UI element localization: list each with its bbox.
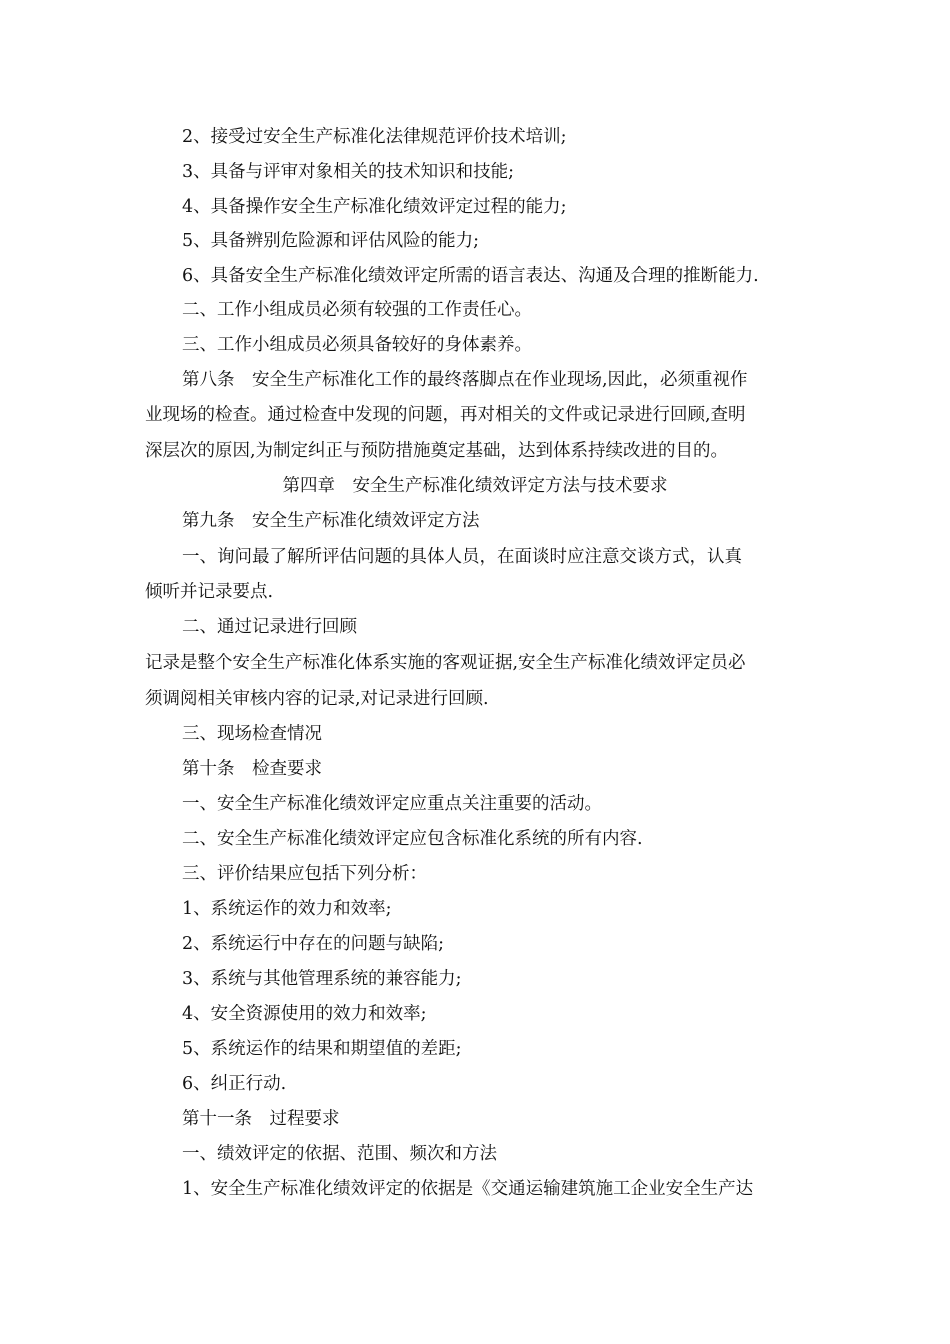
text-line: 业现场的检查。通过检查中发现的问题，再对相关的文件或记录进行回顾,查明 [145, 405, 746, 425]
text-line: 2、系统运行中存在的问题与缺陷; [182, 934, 445, 954]
text-line: 记录是整个安全生产标准化体系实施的客观证据,安全生产标准化绩效评定员必 [145, 653, 746, 673]
text-line: 6、具备安全生产标准化绩效评定所需的语言表达、沟通及合理的推断能力. [182, 266, 759, 286]
text-line: 须调阅相关审核内容的记录,对记录进行回顾. [145, 689, 489, 709]
text-line: 一、绩效评定的依据、范围、频次和方法 [182, 1144, 497, 1164]
text-line: 倾听并记录要点. [145, 582, 274, 602]
text-line: 4、具备操作安全生产标准化绩效评定过程的能力; [182, 197, 567, 217]
chapter-heading: 第四章 安全生产标准化绩效评定方法与技术要求 [282, 476, 668, 496]
text-line: 三、工作小组成员必须具备较好的身体素养。 [182, 335, 532, 355]
text-line: 1、安全生产标准化绩效评定的依据是《交通运输建筑施工企业安全生产达 [182, 1179, 754, 1199]
text-line: 4、安全资源使用的效力和效率; [182, 1004, 427, 1024]
article-heading: 第十一条 过程要求 [182, 1109, 340, 1129]
text-line: 二、工作小组成员必须有较强的工作责任心。 [182, 300, 532, 320]
text-line: 三、现场检查情况 [182, 724, 322, 744]
text-line: 二、安全生产标准化绩效评定应包含标准化系统的所有内容. [182, 829, 643, 849]
article-heading: 第九条 安全生产标准化绩效评定方法 [182, 511, 480, 531]
text-line: 1、系统运作的效力和效率; [182, 899, 392, 919]
text-line: 5、系统运作的结果和期望值的差距; [182, 1039, 462, 1059]
text-line: 一、询问最了解所评估问题的具体人员，在面谈时应注意交谈方式，认真 [182, 547, 742, 567]
article-heading: 第八条 安全生产标准化工作的最终落脚点在作业现场,因此，必须重视作 [182, 370, 748, 390]
text-line: 5、具备辨别危险源和评估风险的能力; [182, 231, 480, 251]
text-line: 6、纠正行动. [182, 1074, 287, 1094]
text-line: 深层次的原因,为制定纠正与预防措施奠定基础，达到体系持续改进的目的。 [145, 441, 729, 461]
text-line: 3、系统与其他管理系统的兼容能力; [182, 969, 462, 989]
text-line: 3、具备与评审对象相关的技术知识和技能; [182, 162, 515, 182]
article-heading: 第十条 检查要求 [182, 759, 322, 779]
text-line: 一、安全生产标准化绩效评定应重点关注重要的活动。 [182, 794, 602, 814]
text-line: 三、评价结果应包括下列分析： [182, 864, 427, 884]
text-line: 2、接受过安全生产标准化法律规范评价技术培训; [182, 127, 567, 147]
text-line: 二、通过记录进行回顾 [182, 617, 357, 637]
